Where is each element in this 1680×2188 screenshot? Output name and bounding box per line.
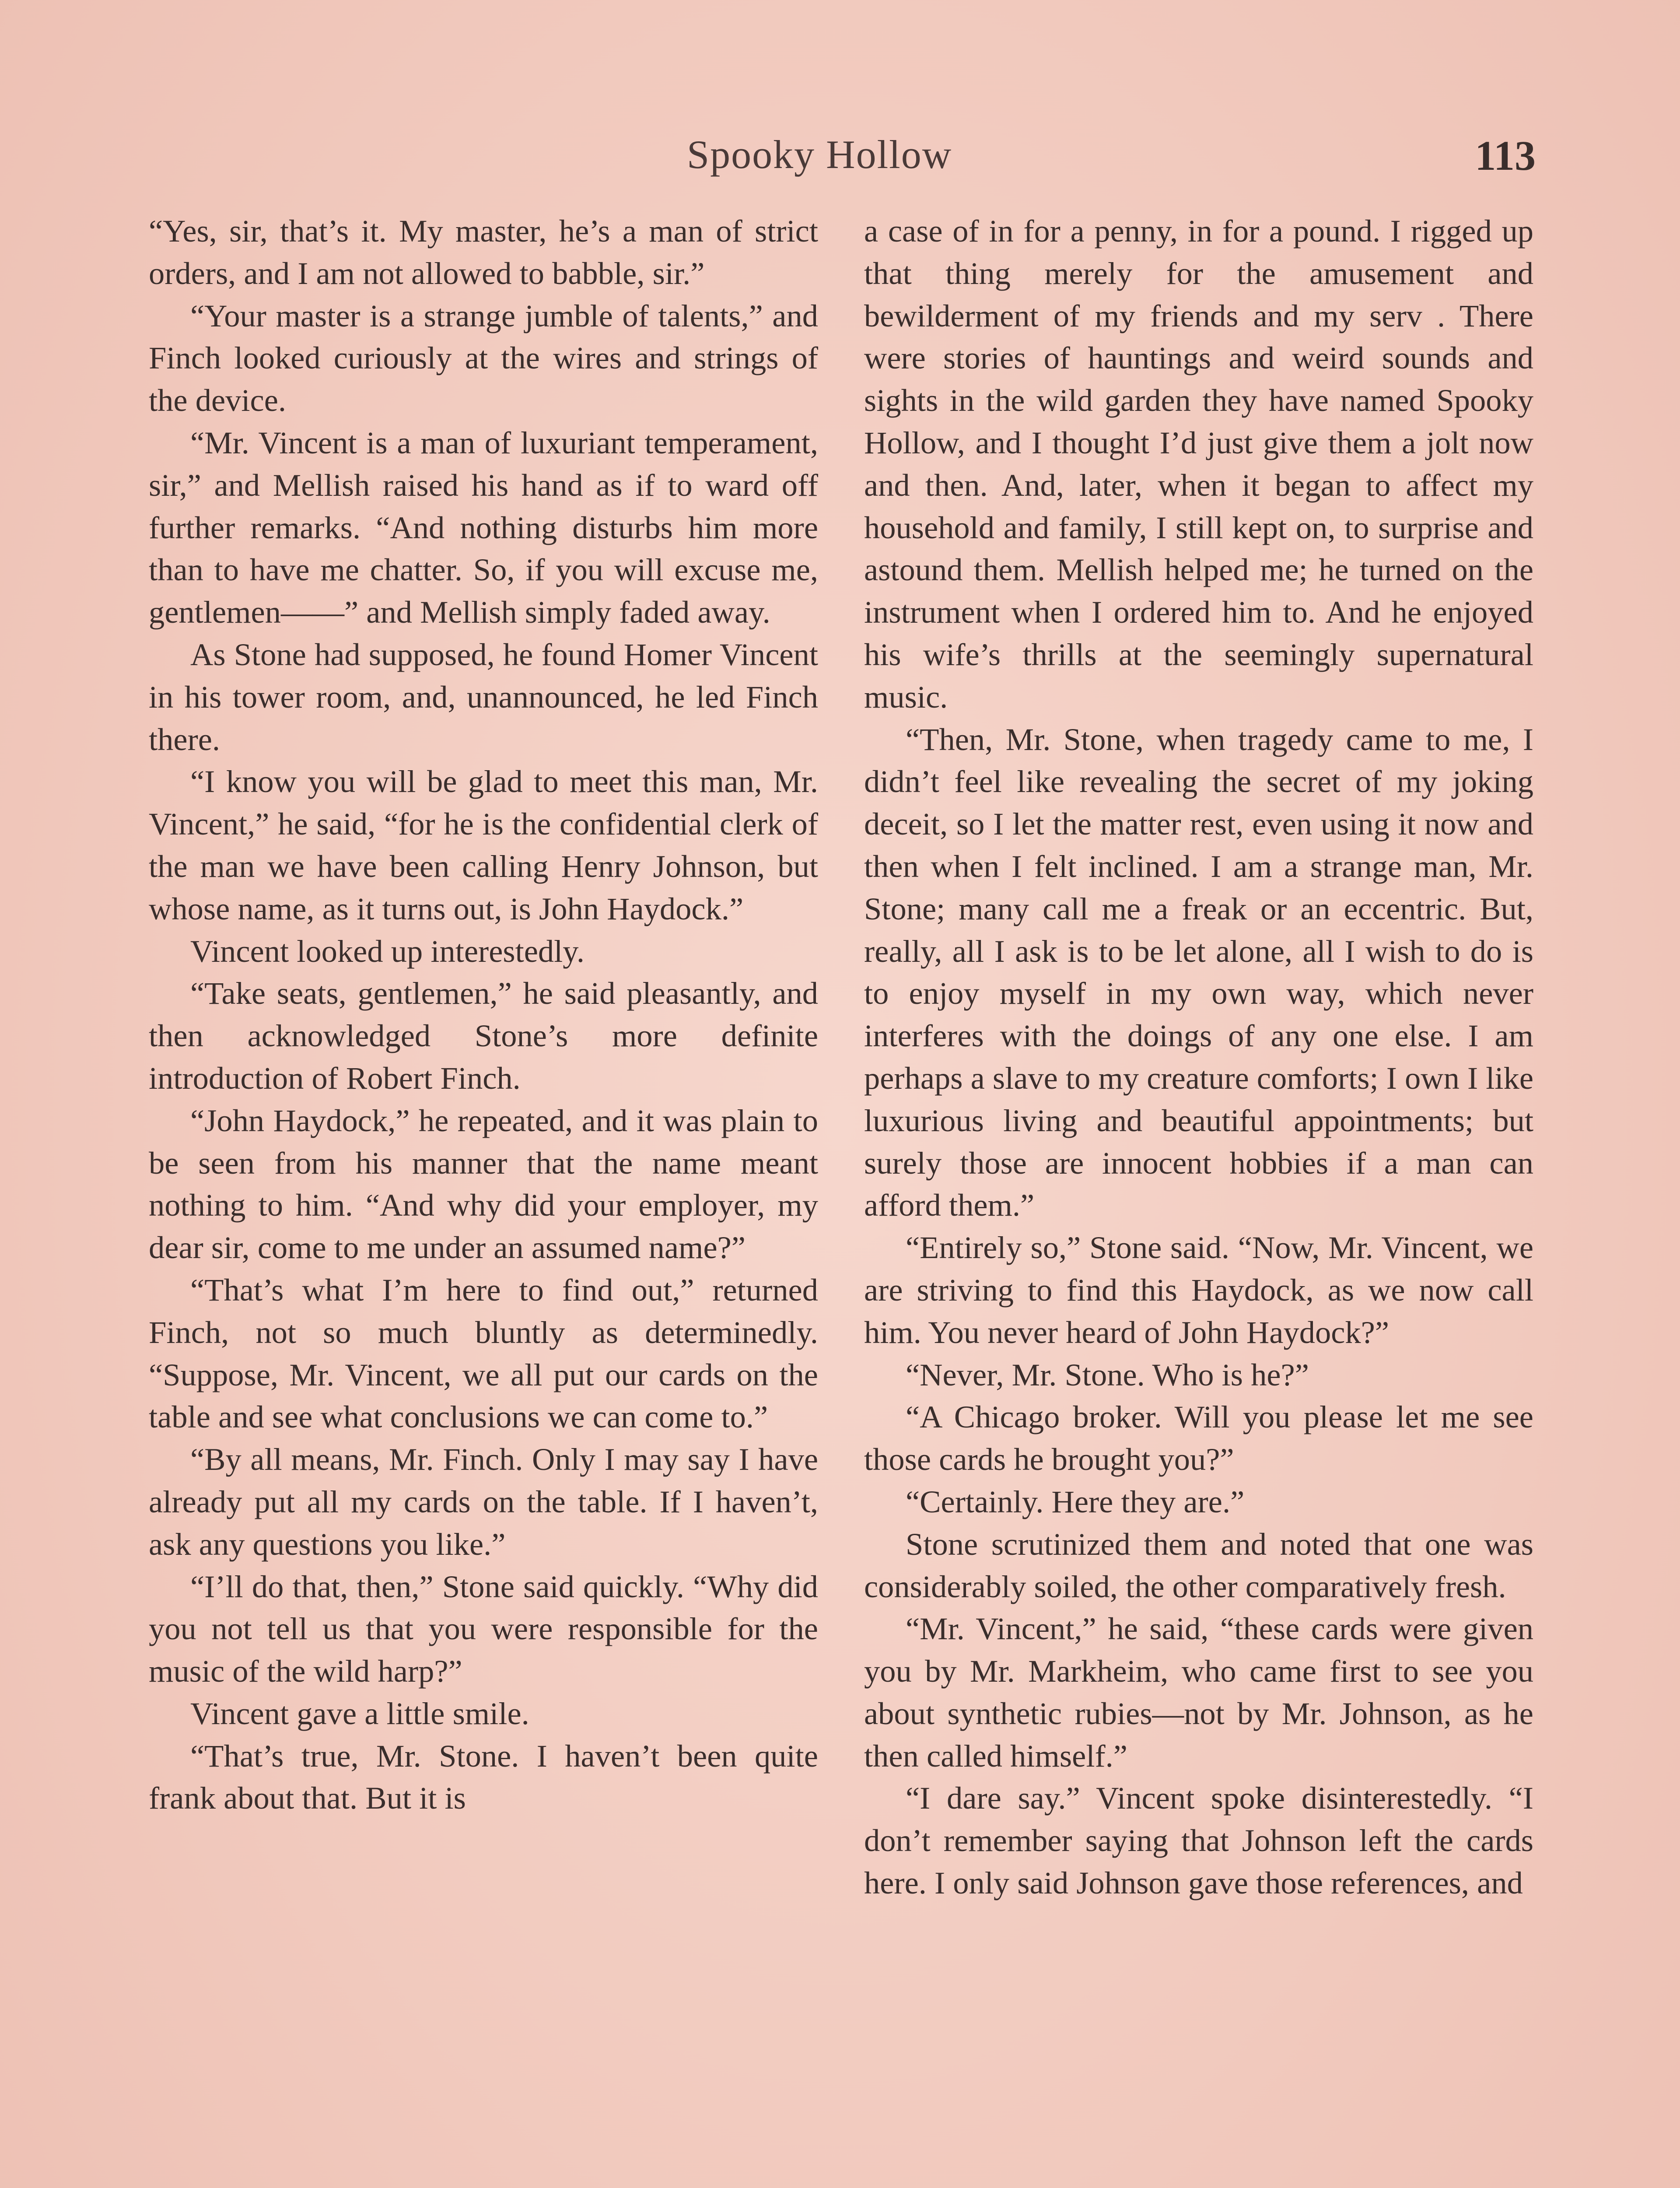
paragraph: a case of in for a penny, in for a pound. I rigged up that thing merely for the amusement and bewilderment of my friends and my serv . There were stories of hauntings and weird sounds and sights in the wild garden they have named Spooky Hollow, and I thought I’d just give them a jolt now and then. And, later, when it began to affect my household and family, I still kept on, to surprise and astound them. Mellish helped me; he turned on the instrument when I ordered him to. And he enjoyed his wife’s thrills at the seemingly supernatural music.: [864, 213, 1533, 715]
paragraph: “Mr. Vincent,” he said, “these cards were given you by Mr. Markheim, who came first to see you about synthetic rubies—not by Mr. Johnson, as he then called himself.”: [864, 1611, 1533, 1774]
paragraph: “Never, Mr. Stone. Who is he?”: [906, 1357, 1309, 1392]
paragraph: “By all means, Mr. Finch. Only I may say I have already put all my cards on the table. If I haven’t, ask any questions you like.”: [149, 1441, 818, 1562]
right-column: [864, 210, 1533, 1904]
paragraph: “Then, Mr. Stone, when tragedy came to me, I didn’t feel like revealing the secret of my joking deceit, so I let the matter rest, even using it now and then when I felt inclined. I am a strange man, Mr. Stone; many call me a freak or an eccentric. But, really, all I ask is to be let alone, all I wish to do is to enjoy myself in my own way, which never interferes with the doings of any one else. I am perhaps a slave to my creature comforts; I own I like luxurious living and beautiful appointments; but surely those are innocent hobbies if a man can afford them.”: [864, 721, 1534, 1223]
paragraph: As Stone had supposed, he found Homer Vincent in his tower room, and, unannounced, he led Finch there.: [149, 636, 818, 757]
paragraph: Vincent looked up interestedly.: [190, 933, 584, 969]
page-number: 113: [1475, 132, 1536, 179]
paragraph: “That’s true, Mr. Stone. I haven’t been quite frank about that. But it is: [149, 1738, 818, 1816]
paragraph: “Mr. Vincent is a man of luxuriant temperament, sir,” and Mellish raised his hand as if to ward off further remarks. “And nothing disturbs him more than to have me chatter. So, if you will excuse me, gentlemen——” and Mellish simply faded away.: [149, 424, 818, 630]
running-title: Spooky Hollow: [687, 132, 952, 177]
paragraph: Vincent gave a little smile.: [190, 1695, 529, 1731]
paragraph: “Your master is a strange jumble of talents,” and Finch looked curiously at the wires and strings of the device.: [149, 298, 818, 418]
paragraph: “I dare say.” Vincent spoke disinterestedly. “I don’t remember saying that Johnson left the cards here. I only said Johnson gave those references, and: [864, 1780, 1533, 1901]
paragraph: “Entirely so,” Stone said. “Now, Mr. Vincent, we are striving to find this Haydock, as we now call him. You never heard of John Haydock?”: [864, 1230, 1533, 1350]
paragraph: “I know you will be glad to meet this man, Mr. Vincent,” he said, “for he is the confidential clerk of the man we have been calling Henry Johnson, but whose name, as it turns out, is John Haydock.”: [149, 764, 818, 926]
paragraph: Stone scrutinized them and noted that one was considerably soiled, the other comparatively fresh.: [864, 1526, 1533, 1604]
left-column: [149, 210, 818, 1820]
paragraph: “Take seats, gentlemen,” he said pleasantly, and then acknowledged Stone’s more definite introduction of Robert Finch.: [149, 975, 818, 1096]
paragraph: “A Chicago broker. Will you please let me see those cards he brought you?”: [864, 1399, 1533, 1477]
paragraph: “John Haydock,” he repeated, and it was plain to be seen from his manner that the name meant nothing to him. “And why did your employer, my dear sir, come to me under an assumed name?”: [149, 1102, 818, 1266]
paragraph: “Yes, sir, that’s it. My master, he’s a man of strict orders, and I am not allowed to babble, sir.”: [149, 213, 818, 291]
paragraph: “That’s what I’m here to find out,” returned Finch, not so much bluntly as determinedly. “Suppose, Mr. Vincent, we all put our cards on the table and see what conclusions we can come to.”: [149, 1272, 818, 1435]
paragraph: “Certainly. Here they are.”: [906, 1483, 1245, 1519]
paragraph: “I’ll do that, then,” Stone said quickly. “Why did you not tell us that you were responsible for the music of the wild harp?”: [149, 1568, 818, 1689]
